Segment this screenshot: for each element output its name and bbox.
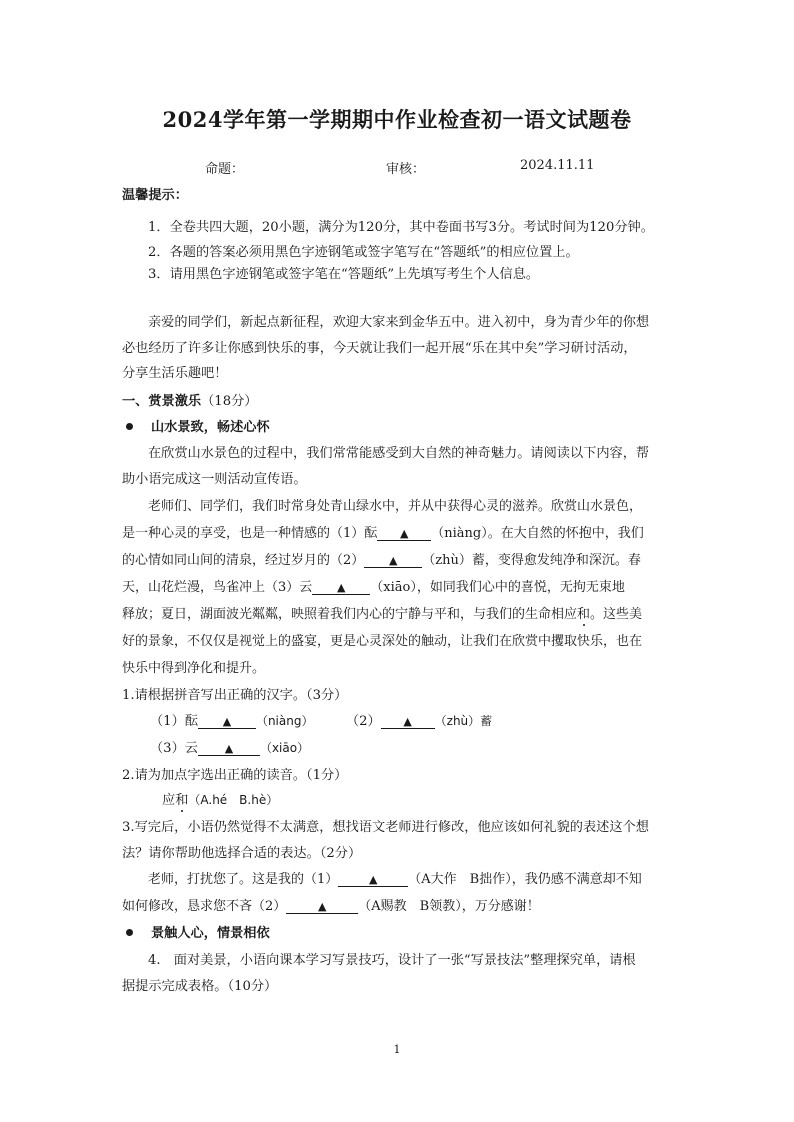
section-1-score: （18分） [201,394,258,409]
section-1-title: 一、赏景激乐 [122,394,202,409]
passage-line-7: 快乐中得到净化和提升。 [122,661,266,676]
q2-word-text: 应 [162,793,176,808]
tip-item-2: 2．各题的答案必须用黑色字迹钢笔或签字笔写在“答题纸”的相应位置上。 [148,245,579,260]
passage-text: 。这些美 [590,607,643,622]
q1-item-2-label: （2） [345,714,381,729]
dotted-character: 和 [175,793,189,808]
bullet-icon [126,423,133,430]
answer-blank: ▲ [198,743,260,756]
passage-line-1: 老师们、同学们，我们时常身处青山绿水中，并从中获得心灵的滋养。欣赏山水景色， [148,499,643,514]
question-1-stem: 1.请根据拼音写出正确的汉字。（3分） [122,688,348,703]
answer-blank: ▲ [312,582,370,595]
answer-blank: ▲ [198,716,256,729]
q3-text: （A赐教 B领教），万分感谢！ [358,899,540,914]
question-3-answer-line-2 [122,895,540,914]
intro-line-2: 必也经历了许多让你感到快乐的事，今天就让我们一起开展“乐在其中矣”学习研讨活动， [122,341,637,356]
q3-text: 老师，打扰您了。这是我的（1） [148,872,339,887]
q1-item-2-pinyin: （zhù）蓄 [434,714,493,728]
answer-blank: ▲ [381,716,435,729]
subsection-1-title: 山水景致，畅述心怀 [151,420,270,435]
question-2-stem: 2.请为加点字选出正确的读音。（1分） [122,768,348,783]
q1-item-3-pinyin: （xiāo） [259,741,310,755]
passage-text: 释放；夏日，湖面波光粼粼，映照着我们内心的宁静与平和，与我们的生命相应 [122,607,578,622]
passage-line-6: 好的景象，不仅仅是视觉上的盛宴，更是心灵深处的触动，让我们在欣赏中攫取快乐，也在 [122,634,643,649]
dotted-character: 和 [577,607,591,622]
passage-line-5 [122,603,642,622]
author-label: 命题： [205,162,245,177]
q2-options: （A.hé B.hè） [188,793,279,807]
passage-line-4 [122,576,625,595]
passage-text: 天，山花烂漫，鸟雀冲上（3）云 [122,580,313,595]
answer-blank: ▲ [286,901,358,914]
question-3-stem-line-1: 3.写完后，小语仍然觉得不太满意，想找语文老师进行修改，他应该如何礼貌的表述这个想 [122,820,649,835]
subsection-2-title: 景触人心，情景相依 [151,926,270,941]
question-4-stem-line-1: 4. 面对美景，小语向课本学习写景技巧，设计了一张“写景技法”整理探究单，请根 [148,953,636,968]
q3-text: 如何修改，恳求您不吝（2） [122,899,287,914]
passage-text: （niàng）。在大自然的怀抱中，我们 [431,526,644,541]
exam-date: 2024.11.11 [520,158,595,173]
answer-blank: ▲ [364,555,422,568]
tip-item-1: 1．全卷共四大题，20小题，满分为120分，其中卷面书写3分。考试时间为120分钟。 [148,220,654,235]
intro-line-3: 分享生活乐趣吧！ [122,366,228,381]
page-title: 2024学年第一学期期中作业检查初一语文试题卷 [162,107,632,132]
passage-line-2 [122,522,644,541]
subsection-1-heading [122,416,270,435]
intro-line-1: 亲爱的同学们，新起点新征程，欢迎大家来到金华五中。进入初中，身为青少年的你想 [148,315,650,330]
reviewer-label: 审核： [386,162,426,177]
sub1-desc-line-1: 在欣赏山水景色的过程中，我们常常能感受到大自然的神奇魅力。请阅读以下内容，帮 [148,446,650,461]
q1-item-1-pinyin: （niàng） [255,714,314,728]
passage-line-3 [122,549,641,568]
passage-text: 的心情如同山间的清泉，经过岁月的（2） [122,553,365,568]
page-number: 1 [393,1043,401,1056]
question-2-word [162,789,278,808]
section-1-heading [122,390,257,409]
tips-heading: 温馨提示： [122,188,188,203]
bullet-icon [126,929,133,936]
question-4-stem-line-2: 据提示完成表格。（10分） [122,979,278,994]
question-1-answers-row-1 [150,710,492,729]
passage-text: 是一种心灵的享受，也是一种情感的（1）酝 [122,526,378,541]
answer-blank: ▲ [377,528,431,541]
q1-item-3-label: （3）云 [150,741,198,756]
q1-item-1-label: （1）酝 [150,714,198,729]
question-3-stem-line-2: 法？请你帮助他选择合适的表达。（2分） [122,846,362,861]
sub1-desc-line-2: 助小语完成这一则活动宣传语。 [122,472,307,487]
subsection-2-heading [122,922,270,941]
question-3-answer-line-1 [148,868,642,887]
passage-text: （zhù）蓄，变得愈发纯净和深沉。春 [422,553,641,568]
tip-item-3: 3．请用黑色字迹钢笔或签字笔在“答题纸”上先填写考生个人信息。 [148,267,540,282]
question-1-answers-row-2 [150,737,309,756]
q3-text: （A大作 B拙作），我仍感不满意却不知 [408,872,642,887]
passage-text: （xiāo），如同我们心中的喜悦，无拘无束地 [370,580,625,595]
answer-blank: ▲ [338,874,408,887]
